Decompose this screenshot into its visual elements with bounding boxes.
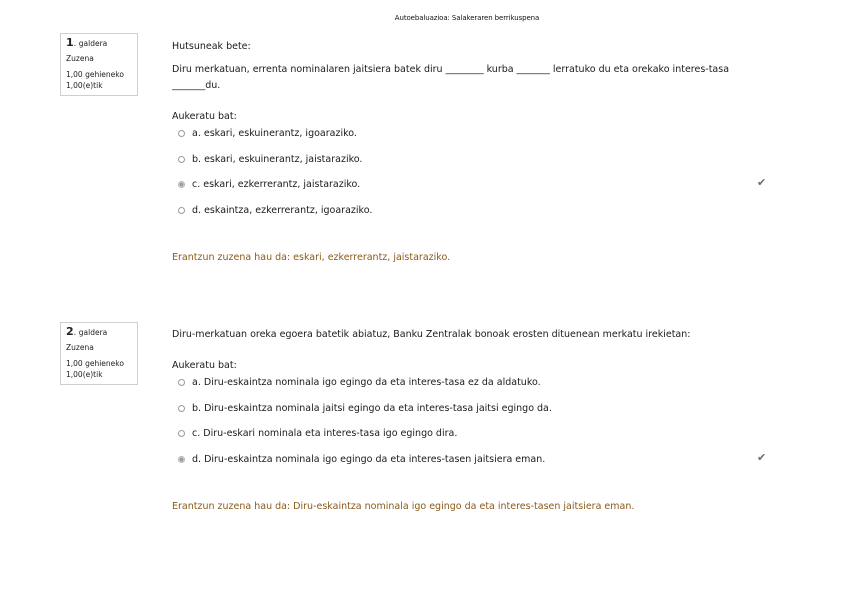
radio-button[interactable] (178, 405, 185, 412)
question-content-1 (172, 40, 772, 265)
correct-answer-feedback: Erantzun zuzena hau da: eskari, ezkerrerantz, jaistaraziko. (172, 252, 451, 263)
page-title: Autoebaluazioa: Salakeraren berrikuspena (394, 14, 540, 22)
grade-max: 1,00 gehieneko (66, 359, 124, 368)
answer-list (172, 376, 772, 478)
answer-option-d[interactable] (172, 204, 772, 230)
question-state: Zuzena (66, 343, 94, 352)
answer-option-c[interactable] (172, 178, 772, 204)
radio-button[interactable] (178, 130, 185, 137)
answer-label[interactable]: c. eskari, ezkerrerantz, jaistaraziko. (192, 179, 361, 190)
radio-button[interactable] (178, 207, 185, 214)
radio-button[interactable] (178, 156, 185, 163)
question-text (172, 40, 772, 94)
answer-option-a[interactable] (172, 376, 772, 402)
question-number: 2 (66, 325, 74, 338)
answer-option-c[interactable] (172, 427, 772, 453)
answer-prompt: Aukeratu bat: (172, 360, 237, 371)
radio-button-selected[interactable] (178, 181, 185, 188)
question-state: Zuzena (66, 54, 94, 63)
check-icon: ✔ (757, 176, 767, 189)
grade-score: 1,00(e)tik (66, 370, 103, 379)
answer-list (172, 127, 772, 229)
grade-score: 1,00(e)tik (66, 81, 103, 90)
question-text-line: Diru-merkatuan oreka egoera batetik abiatuz, Banku Zentralak bonoak erosten dituenean merkatu irekietan: (172, 329, 691, 340)
question-word: galdera (78, 328, 108, 337)
question-text-line: Hutsuneak bete: (172, 41, 251, 52)
question-text-line: Diru merkatuan, errenta nominalaren jaitsiera batek diru ________ kurba _______ lerratuko du eta orekako interes-tasa _______du. (172, 64, 730, 91)
answer-option-d[interactable] (172, 450, 772, 479)
question-text (172, 328, 772, 342)
answer-label[interactable]: a. eskari, eskuinerantz, igoaraziko. (192, 128, 357, 139)
answer-prompt: Aukeratu bat: (172, 111, 237, 122)
radio-button-selected[interactable] (178, 456, 185, 463)
answer-label[interactable]: d. Diru-eskaintza nominala igo egingo da eta interes-tasen jaitsiera eman. (192, 453, 546, 465)
check-icon: ✔ (757, 450, 767, 464)
question-info-1: 1. galdera Zuzena 1,00 gehieneko 1,00(e)tik (60, 33, 138, 96)
question-info-2: 2. galdera Zuzena 1,00 gehieneko 1,00(e)tik (60, 322, 138, 385)
radio-button[interactable] (178, 430, 185, 437)
answer-label[interactable]: c. Diru-eskari nominala eta interes-tasa igo egingo dira. (192, 428, 458, 439)
radio-button[interactable] (178, 379, 185, 386)
correct-answer-feedback: Erantzun zuzena hau da: Diru-eskaintza nominala igo egingo da eta interes-tasen jaitsiera eman. (172, 501, 635, 512)
answer-label[interactable]: b. eskari, eskuinerantz, jaistaraziko. (192, 153, 363, 165)
answer-option-b[interactable] (172, 153, 772, 179)
answer-label[interactable]: d. eskaintza, ezkerrerantz, igoaraziko. (192, 204, 373, 216)
answer-label[interactable]: b. Diru-eskaintza nominala jaitsi egingo da eta interes-tasa jaitsi egingo da. (192, 402, 552, 414)
question-word: galdera (78, 39, 108, 48)
question-number: 1 (66, 36, 74, 49)
grade-max: 1,00 gehieneko (66, 70, 124, 79)
question-content-2 (172, 328, 772, 514)
answer-option-a[interactable] (172, 127, 772, 153)
answer-label[interactable]: a. Diru-eskaintza nominala igo egingo da eta interes-tasa ez da aldatuko. (192, 377, 541, 388)
answer-option-b[interactable] (172, 402, 772, 428)
